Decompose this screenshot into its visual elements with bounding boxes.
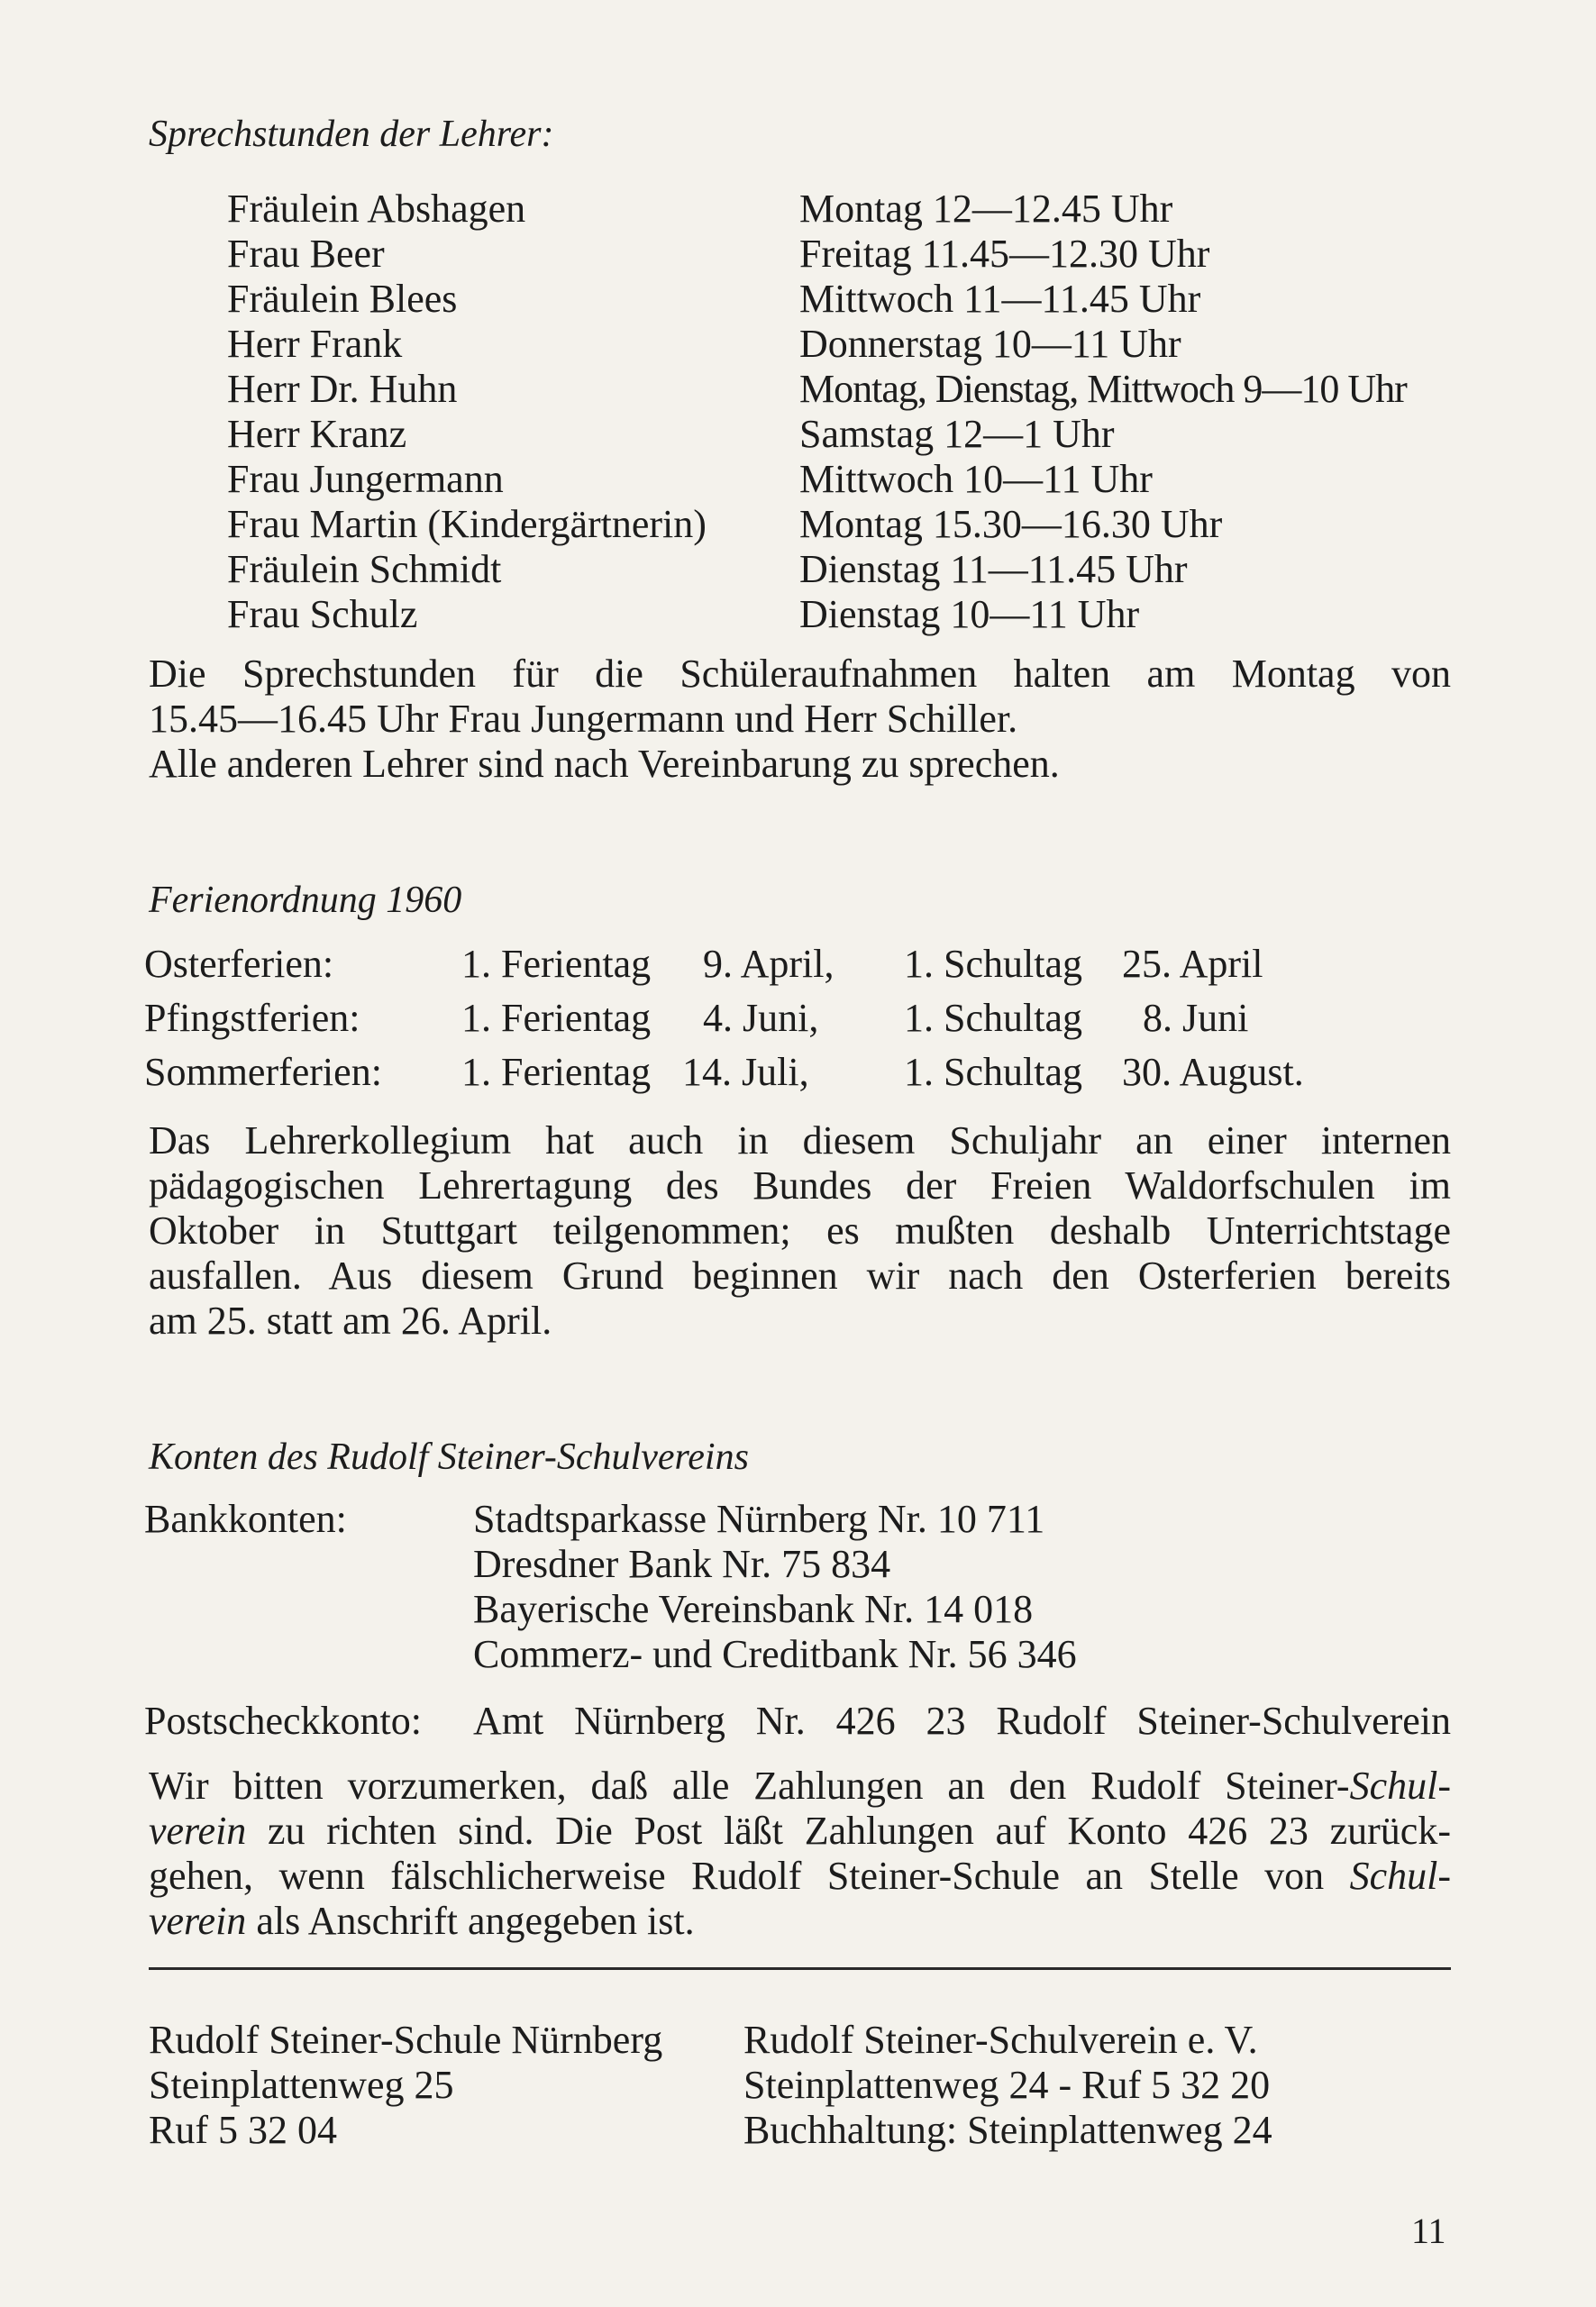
footer-left-line: Steinplattenweg 25 [149,2063,454,2107]
teacher-time: Dienstag 11—11.45 Uhr [799,547,1188,591]
teacher-time: Montag, Dienstag, Mittwoch 9—10 Uhr [799,367,1407,411]
holiday-first-label: 1. Ferientag [461,1050,652,1094]
page-number: 11 [1411,2211,1446,2251]
teacher-name: Herr Frank [227,322,403,366]
holiday-name: Pfingstferien: [144,996,360,1040]
footer-right-line: Rudolf Steiner-Schulverein e. V. [743,2018,1258,2062]
teacher-time: Montag 12—12.45 Uhr [799,187,1173,231]
footer-right-line: Steinplattenweg 24 - Ruf 5 32 20 [743,2063,1271,2107]
accounts-note-line: verein zu richten sind. Die Post läßt Zahlungen auf Konto 426 23 zurück- [149,1809,1451,1853]
footer-left-line: Ruf 5 32 04 [149,2108,337,2152]
teacher-name: Fräulein Schmidt [227,547,502,591]
teacher-name: Herr Dr. Huhn [227,367,458,411]
holiday-first-date: 9. April, [703,942,834,986]
holidays-paragraph-line: Das Lehrerkollegium hat auch in diesem Schuljahr an einer internen [149,1118,1451,1163]
teacher-name: Fräulein Blees [227,277,458,321]
teacher-name: Fräulein Abshagen [227,187,526,231]
holiday-school-label: 1. Schultag [904,942,1082,986]
holidays-paragraph-line: pädagogischen Lehrertagung des Bundes der Freien Waldorfschulen im [149,1163,1451,1208]
teacher-time: Dienstag 10—11 Uhr [799,592,1140,636]
bank-account: Stadtsparkasse Nürnberg Nr. 10 711 [473,1497,1045,1541]
footer-left-line: Rudolf Steiner-Schule Nürnberg [149,2018,663,2062]
bank-accounts-label: Bankkonten: [144,1497,347,1541]
teacher-time: Freitag 11.45—12.30 Uhr [799,232,1210,276]
holiday-school-label: 1. Schultag [904,1050,1082,1094]
holiday-school-label: 1. Schultag [904,996,1082,1040]
holidays-paragraph-line: ausfallen. Aus diesem Grund beginnen wir nach den Osterferien bereits [149,1254,1451,1298]
postal-account-value: Amt Nürnberg Nr. 426 23 Rudolf Steiner-Schulverein [473,1699,1451,1743]
consultation-note-line: Die Sprechstunden für die Schüleraufnahmen halten am Montag von [149,652,1451,696]
bank-account: Commerz- und Creditbank Nr. 56 346 [473,1632,1077,1676]
teacher-name: Frau Martin (Kindergärtnerin) [227,502,707,546]
consultation-heading: Sprechstunden der Lehrer: [149,114,554,155]
holiday-school-date: 25. April [1122,942,1263,986]
holiday-name: Osterferien: [144,942,334,986]
holiday-school-date: 30. August. [1122,1050,1304,1094]
bank-account: Dresdner Bank Nr. 75 834 [473,1542,891,1586]
postal-account-label: Postscheckkonto: [144,1699,422,1743]
teacher-time: Mittwoch 11—11.45 Uhr [799,277,1201,321]
holiday-name: Sommerferien: [144,1050,382,1094]
accounts-heading: Konten des Rudolf Steiner-Schulvereins [149,1436,749,1478]
consultation-note-line: Alle anderen Lehrer sind nach Vereinbarung zu sprechen. [149,742,1060,786]
teacher-time: Samstag 12—1 Uhr [799,412,1115,456]
accounts-note-line: verein als Anschrift angegeben ist. [149,1899,695,1943]
teacher-name: Herr Kranz [227,412,407,456]
bank-account: Bayerische Vereinsbank Nr. 14 018 [473,1587,1034,1631]
teacher-name: Frau Schulz [227,592,418,636]
teacher-name: Frau Jungermann [227,457,504,501]
holiday-first-date: 14. Juli, [682,1050,809,1094]
holiday-school-date: 8. Juni [1143,996,1249,1040]
teacher-time: Mittwoch 10—11 Uhr [799,457,1153,501]
holidays-paragraph-line: Oktober in Stuttgart teilgenommen; es mußten deshalb Unterrichtstage [149,1208,1451,1253]
accounts-note-line: Wir bitten vorzumerken, daß alle Zahlungen an den Rudolf Steiner-Schul- [149,1764,1451,1808]
teacher-time: Donnerstag 10—11 Uhr [799,322,1181,366]
footer-right-line: Buchhaltung: Steinplattenweg 24 [743,2108,1272,2152]
separator-rule [149,1967,1451,1970]
holidays-heading: Ferienordnung 1960 [149,880,462,921]
holidays-paragraph-line: am 25. statt am 26. April. [149,1299,552,1343]
holiday-first-label: 1. Ferientag [461,942,652,986]
accounts-note-line: gehen, wenn fälschlicherweise Rudolf Steiner-Schule an Stelle von Schul- [149,1854,1451,1898]
holiday-first-label: 1. Ferientag [461,996,652,1040]
teacher-name: Frau Beer [227,232,385,276]
consultation-note-line: 15.45—16.45 Uhr Frau Jungermann und Herr Schiller. [149,697,1018,741]
teacher-time: Montag 15.30—16.30 Uhr [799,502,1223,546]
holiday-first-date: 4. Juni, [703,996,819,1040]
